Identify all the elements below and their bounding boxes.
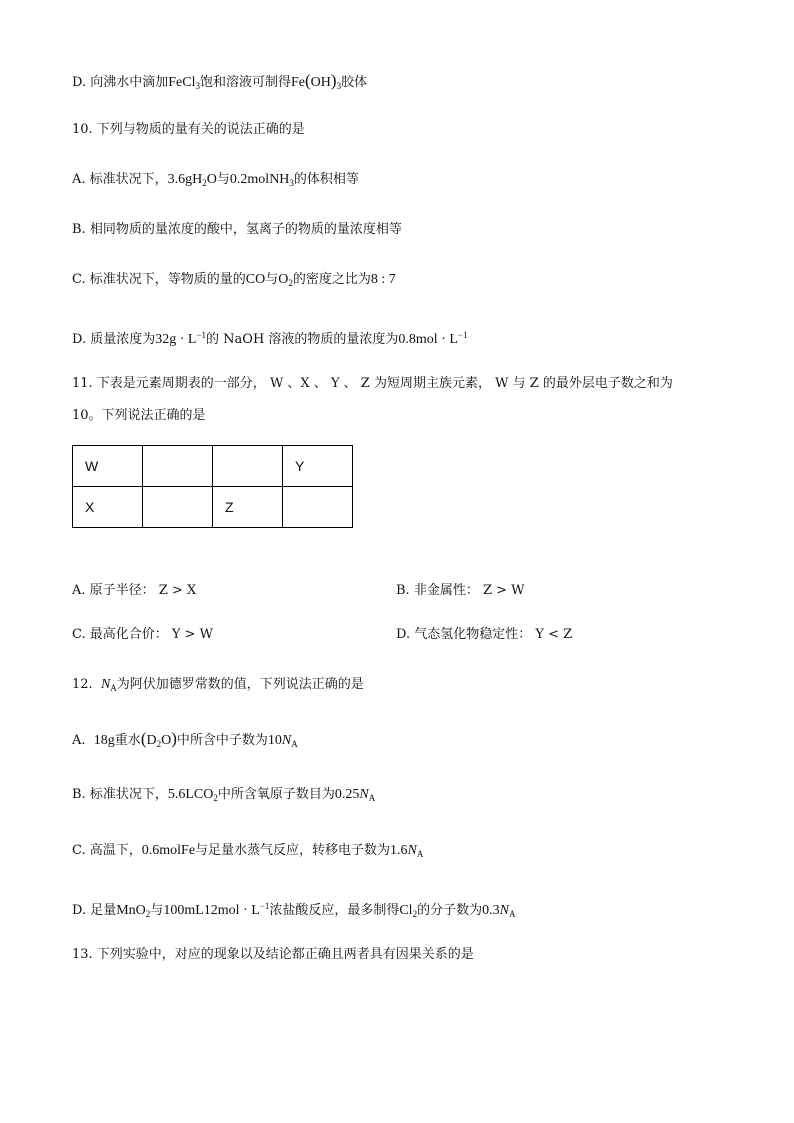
table-cell [143, 446, 213, 487]
question-13: 13. 下列实验中，对应的现象以及结论都正确且两者具有因果关系的是 [72, 947, 474, 962]
table-row [73, 446, 353, 487]
table-cell [213, 446, 283, 487]
option-b-q10: B. 相同物质的量浓度的酸中，氢离子的物质的量浓度相等 [72, 222, 402, 237]
option-c-q12: C. 高温下，0.6molFe与足量水蒸气反应，转移电子数为$1.6N_A$ [72, 843, 424, 859]
question-12: 12. $N_A$为阿伏加德罗常数的值，下列说法正确的是 [72, 677, 364, 693]
option-a-q10: A. 标准状况下，$3.6gH_2O$与0.2molNH$_3$的体积相等 [72, 172, 359, 188]
table-cell [283, 487, 353, 528]
table-cell [143, 487, 213, 528]
option-a-q12: A. 18g重水$(D_2O)$中所含中子数为$10N_A$ [72, 729, 298, 749]
table-row [73, 487, 353, 528]
option-c-q11: C. 最高化合价： Y > W [72, 627, 213, 642]
option-b-q12: B. 标准状况下，$5.6LCO_2$中所含氧原子数目为$0.25N_A$ [72, 787, 376, 803]
option-b-q11: B. 非金属性： Z > W [396, 583, 525, 598]
table-cell: Z [213, 487, 283, 528]
table-cell: X [73, 487, 143, 528]
table-cell: W [73, 446, 143, 487]
question-11-line-2: 10。下列说法正确的是 [72, 408, 206, 423]
question-11-line-1: 11. 下表是元素周期表的一部分， W 、X 、 Y 、 Z 为短周期主族元素， W 与 Z 的最外层电子数之和为 [72, 376, 673, 391]
periodic-table-fragment [72, 445, 353, 528]
option-d-q11: D. 气态氢化物稳定性： Y < Z [396, 627, 573, 642]
question-10: 10. 下列与物质的量有关的说法正确的是 [72, 122, 305, 137]
table-cell: Y [283, 446, 353, 487]
option-d-q9: D. 向沸水中滴加FeCl$_3$饱和溶液可制得$Fe(OH)_3$胶体 [72, 71, 368, 91]
option-c-q10: C. 标准状况下，等物质的量的CO与$O_2$的密度之比为8 : 7 [72, 272, 396, 288]
option-d-q10: D. 质量浓度为$32g \cdot L^{-1}$的 NaOH 溶液的物质的量浓度为$0.8mol \cdot L^{-1}$ [72, 330, 468, 347]
option-a-q11: A. 原子半径： Z > X [72, 583, 197, 598]
option-d-q12: D. 足量MnO$_2$与$100mL12mol \cdot L^{-1}$浓盐酸反应，最多制得$Cl_2$的分子数为$0.3N_A$ [72, 901, 516, 919]
